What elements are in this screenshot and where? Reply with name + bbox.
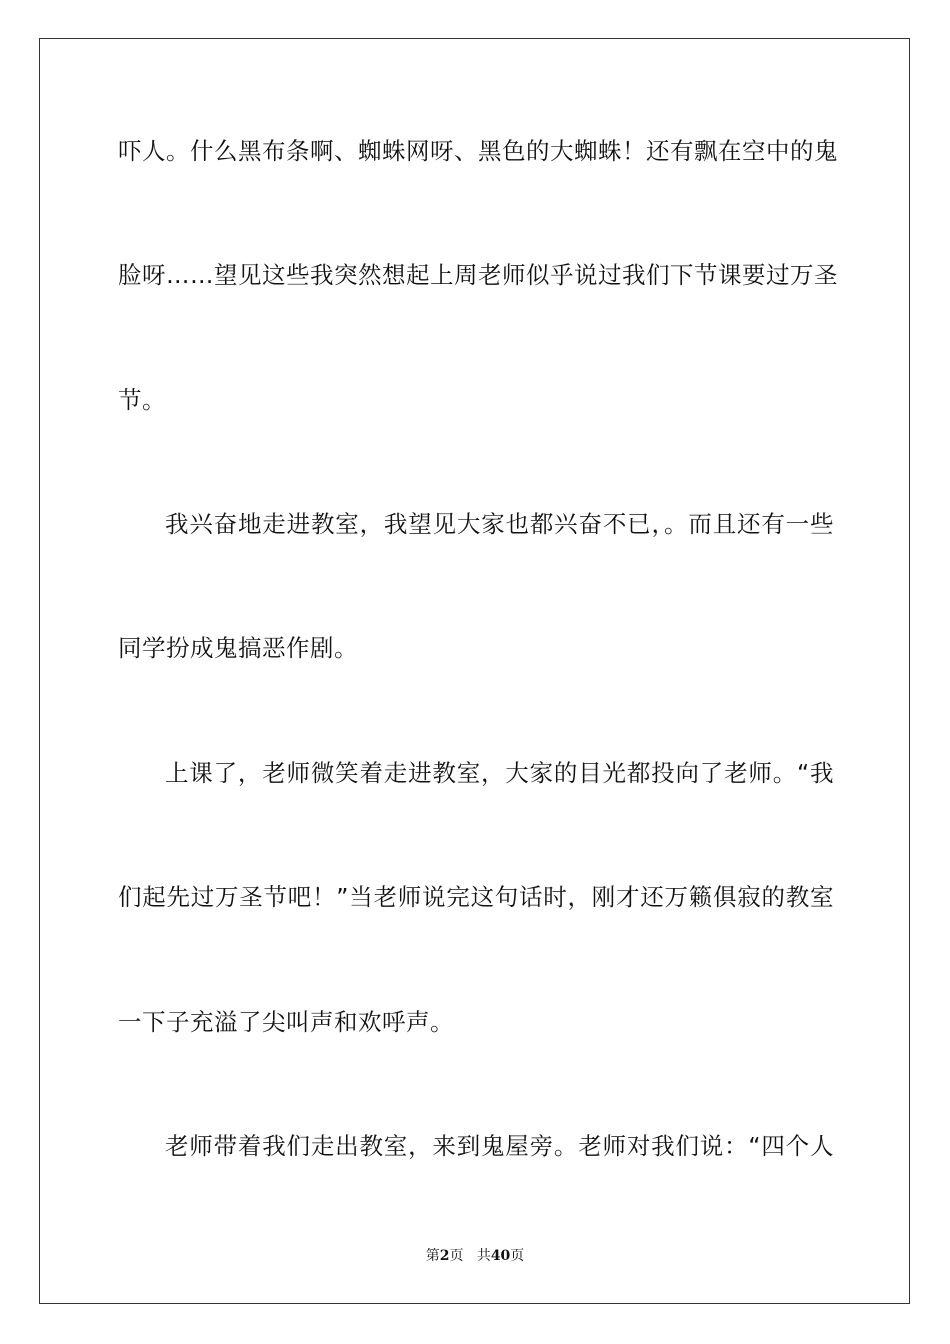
page-footer bbox=[0, 1245, 950, 1265]
page-suffix: 页 bbox=[449, 1248, 464, 1264]
text-line: 们起先过万圣节吧！”当老师说完这句话时，刚才还万籁俱寂的教室 bbox=[118, 883, 834, 911]
page-number: 2 bbox=[439, 1248, 450, 1264]
page-border bbox=[39, 38, 910, 1304]
total-prefix: 共 bbox=[476, 1248, 491, 1264]
paragraph-first-line: 我兴奋地走进教室，我望见大家也都兴奋不已，。而且还有一些 bbox=[165, 510, 834, 538]
text-line: 同学扮成鬼搞恶作剧。 bbox=[118, 634, 358, 662]
text-line: 一下子充溢了尖叫声和欢呼声。 bbox=[118, 1008, 454, 1036]
text-line: 吓人。什么黑布条啊、蜘蛛网呀、黑色的大蜘蛛！还有飘在空中的鬼 bbox=[118, 137, 838, 165]
paragraph-first-line: 上课了，老师微笑着走进教室，大家的目光都投向了老师。“我 bbox=[165, 759, 834, 787]
text-line: 节。 bbox=[118, 386, 166, 414]
page-prefix: 第 bbox=[425, 1248, 440, 1264]
text-line: 脸呀……望见这些我突然想起上周老师似乎说过我们下节课要过万圣 bbox=[118, 261, 838, 289]
total-pages: 40 bbox=[490, 1248, 511, 1264]
total-suffix: 页 bbox=[510, 1248, 525, 1264]
paragraph-first-line: 老师带着我们走出教室，来到鬼屋旁。老师对我们说：“四个人 bbox=[165, 1132, 834, 1160]
